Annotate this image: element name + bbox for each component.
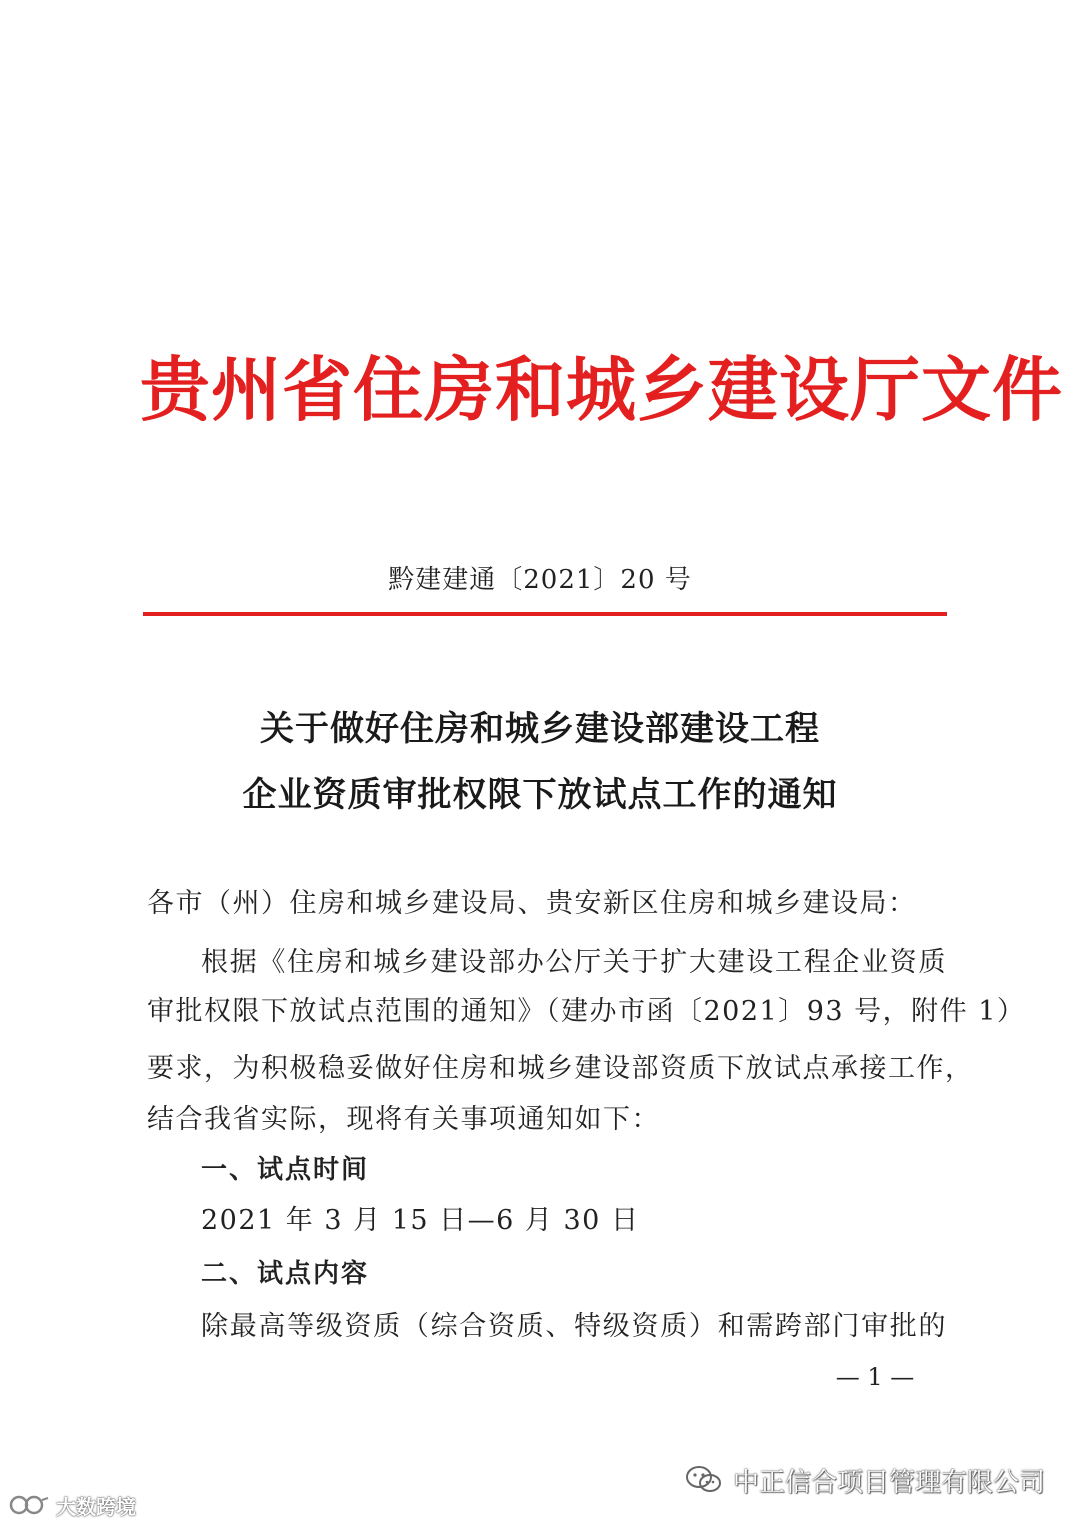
wechat-icon — [685, 1464, 723, 1496]
title-line-2: 企业资质审批权限下放试点工作的通知 — [242, 775, 838, 815]
para1-line-1: 根据《住房和城乡建设部办公厅关于扩大建设工程企业资质 — [201, 947, 947, 978]
logo-icon — [8, 1494, 50, 1516]
para1-line-3: 要求，为积极稳妥做好住房和城乡建设部资质下放试点承接工作， — [147, 1053, 974, 1084]
section2-text: 除最高等级资质（综合资质、特级资质）和需跨部门审批的 — [201, 1311, 947, 1342]
title-line-1: 关于做好住房和城乡建设部建设工程 — [260, 709, 820, 749]
para1-line-4: 结合我省实际，现将有关事项通知如下： — [147, 1104, 660, 1135]
section1-text: 2021 年 3 月 15 日—6 月 30 日 — [201, 1205, 640, 1236]
document-number: 黔建建通〔2021〕20 号 — [388, 565, 692, 595]
page-number: — 1 — — [835, 1363, 915, 1391]
site-name: 大数跨境 — [56, 1494, 136, 1519]
section2-heading: 二、试点内容 — [201, 1259, 370, 1289]
publisher-watermark — [685, 1460, 1045, 1500]
red-divider — [143, 612, 947, 616]
section1-heading: 一、试点时间 — [201, 1155, 370, 1185]
site-watermark — [8, 1490, 136, 1520]
para1-line-2: 审批权限下放试点范围的通知》（建办市函〔2021〕93 号，附件 1） — [147, 996, 1026, 1027]
addressee: 各市（州）住房和城乡建设局、贵安新区住房和城乡建设局： — [147, 888, 917, 919]
publisher-name: 中正信合项目管理有限公司 — [732, 1467, 1045, 1498]
masthead: 贵州省住房和城乡建设厅文件 — [140, 348, 1063, 431]
